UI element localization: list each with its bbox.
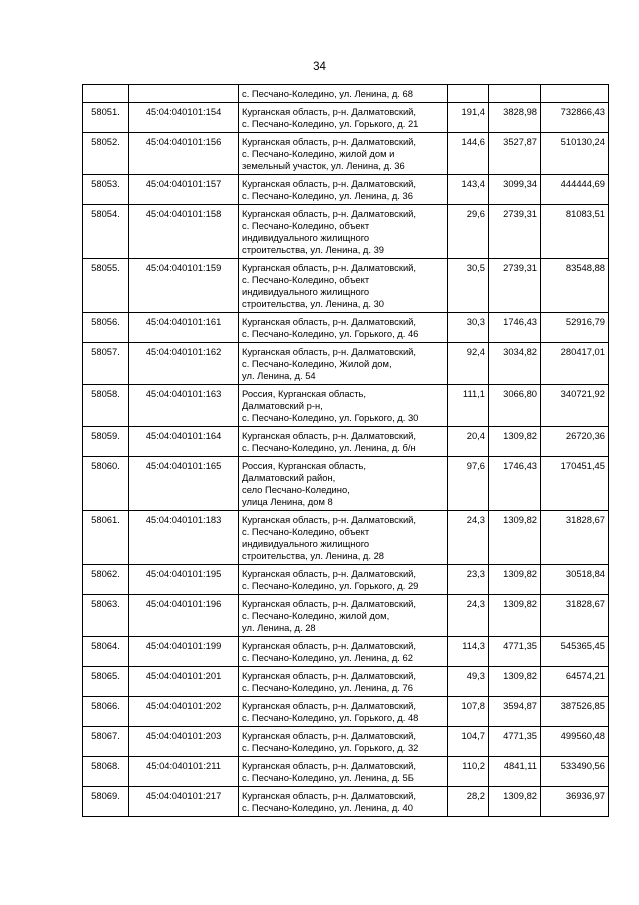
specific-value-cell: 1309,82 — [489, 565, 541, 595]
address-line: Курганская область, р-н. Далматовский, — [242, 640, 417, 651]
address-line: с. Песчано-Коледино, объект — [242, 220, 370, 231]
area-cell: 114,3 — [448, 637, 489, 667]
address-cell — [239, 259, 448, 313]
specific-value-cell: 3594,87 — [489, 697, 541, 727]
table-row — [83, 259, 609, 313]
page-number: 34 — [313, 61, 326, 73]
number-cell — [83, 85, 129, 103]
table-row — [83, 667, 609, 697]
address-line: Далматовский район, — [242, 472, 336, 483]
address-cell — [239, 313, 448, 343]
address-line: Курганская область, р-н. Далматовский, — [242, 316, 417, 327]
table-row — [83, 787, 609, 817]
row-number-cell: 58065. — [83, 667, 129, 697]
address-line: Курганская область, р-н. Далматовский, — [242, 790, 417, 801]
cadastral-number-cell: 45:04:040101:162 — [129, 343, 239, 385]
cadastral-number-cell: 45:04:040101:217 — [129, 787, 239, 817]
specific-value-cell: 3034,82 — [489, 343, 541, 385]
address-line: с. Песчано-Коледино, ул. Ленина, д. 62 — [242, 652, 413, 663]
address-cell — [239, 667, 448, 697]
address-line: Курганская область, р-н. Далматовский, — [242, 346, 417, 357]
address-cell — [239, 427, 448, 457]
cadastral-value-cell: 545365,45 — [541, 637, 609, 667]
row-number-cell: 58051. — [83, 103, 129, 133]
table-row — [83, 697, 609, 727]
table-row-continuation — [83, 85, 609, 103]
area-cell: 191,4 — [448, 103, 489, 133]
cadastral-number-cell: 45:04:040101:203 — [129, 727, 239, 757]
specific-value-cell: 2739,31 — [489, 205, 541, 259]
address-cell — [239, 757, 448, 787]
area-cell: 30,3 — [448, 313, 489, 343]
address-cell — [239, 565, 448, 595]
area-cell: 28,2 — [448, 787, 489, 817]
cadastral-value-cell: 510130,24 — [541, 133, 609, 175]
area-cell: 104,7 — [448, 727, 489, 757]
address-line: с. Песчано-Коледино, объект — [242, 526, 370, 537]
address-line: ул. Ленина, д. 28 — [242, 622, 316, 633]
specific-value-cell: 1746,43 — [489, 313, 541, 343]
specific-value-cell — [489, 85, 541, 103]
address-line: с. Песчано-Коледино, ул. Ленина, д. 76 — [242, 682, 413, 693]
address-line: с. Песчано-Коледино, Жилой дом, — [242, 358, 392, 369]
address-line: ул. Ленина, д. 54 — [242, 370, 316, 381]
cadastral-number-cell: 45:04:040101:165 — [129, 457, 239, 511]
row-number-cell: 58059. — [83, 427, 129, 457]
cadastral-value-cell: 30518,84 — [541, 565, 609, 595]
row-number-cell: 58063. — [83, 595, 129, 637]
table-row — [83, 205, 609, 259]
specific-value-cell: 3828,98 — [489, 103, 541, 133]
table-row — [83, 385, 609, 427]
address-cell — [239, 205, 448, 259]
cadastral-value-cell: 52916,79 — [541, 313, 609, 343]
address-line: с. Песчано-Коледино, ул. Ленина, д. 68 — [242, 88, 413, 99]
row-number-cell: 58062. — [83, 565, 129, 595]
cadastral-value-cell: 64574,21 — [541, 667, 609, 697]
cadastral-value-cell: 36936,97 — [541, 787, 609, 817]
row-number-cell: 58054. — [83, 205, 129, 259]
cadastral-value-cell: 533490,56 — [541, 757, 609, 787]
area-cell: 144,6 — [448, 133, 489, 175]
cadastral-value-cell: 31828,67 — [541, 511, 609, 565]
cadastral-value-cell: 31828,67 — [541, 595, 609, 637]
area-cell: 24,3 — [448, 595, 489, 637]
address-line: с. Песчано-Коледино, объект — [242, 274, 370, 285]
address-line: улица Ленина, дом 8 — [242, 496, 333, 507]
specific-value-cell: 3527,87 — [489, 133, 541, 175]
specific-value-cell: 1309,82 — [489, 787, 541, 817]
address-line: Курганская область, р-н. Далматовский, — [242, 730, 417, 741]
address-line: Далматовский р-н, — [242, 400, 323, 411]
row-number-cell: 58052. — [83, 133, 129, 175]
cadastral-value-cell: 387526,85 — [541, 697, 609, 727]
address-line: индивидуального жилищного — [242, 232, 370, 243]
area-cell: 20,4 — [448, 427, 489, 457]
table-row — [83, 757, 609, 787]
specific-value-cell: 1309,82 — [489, 667, 541, 697]
row-number-cell: 58068. — [83, 757, 129, 787]
cadastral-value-cell: 732866,43 — [541, 103, 609, 133]
row-number-cell: 58055. — [83, 259, 129, 313]
area-cell: 24,3 — [448, 511, 489, 565]
cadastral-number-cell: 45:04:040101:157 — [129, 175, 239, 205]
table-row — [83, 175, 609, 205]
address-line: с. Песчано-Коледино, ул. Горького, д. 21 — [242, 118, 419, 129]
row-number-cell: 58056. — [83, 313, 129, 343]
row-number-cell: 58057. — [83, 343, 129, 385]
area-cell: 107,8 — [448, 697, 489, 727]
address-line: строительства, ул. Ленина, д. 30 — [242, 298, 385, 309]
address-line: с. Песчано-Коледино, ул. Горького, д. 48 — [242, 712, 419, 723]
address-line: Россия, Курганская область, — [242, 388, 367, 399]
cadastral-value-cell: 26720,36 — [541, 427, 609, 457]
address-line: Курганская область, р-н. Далматовский, — [242, 106, 417, 117]
address-line: земельный участок, ул. Ленина, д. 36 — [242, 160, 405, 171]
cadastral-number-cell: 45:04:040101:164 — [129, 427, 239, 457]
cadastral-number-cell: 45:04:040101:161 — [129, 313, 239, 343]
address-cell — [239, 175, 448, 205]
address-line: с. Песчано-Коледино, жилой дом и — [242, 148, 395, 159]
table-row — [83, 637, 609, 667]
specific-value-cell: 3066,80 — [489, 385, 541, 427]
address-cell — [239, 103, 448, 133]
area-cell: 29,6 — [448, 205, 489, 259]
specific-value-cell: 1746,43 — [489, 457, 541, 511]
specific-value-cell: 1309,82 — [489, 595, 541, 637]
cadastral-value-cell — [541, 85, 609, 103]
address-line: Курганская область, р-н. Далматовский, — [242, 568, 417, 579]
specific-value-cell: 4771,35 — [489, 637, 541, 667]
address-line: с. Песчано-Коледино, ул. Ленина, д. 36 — [242, 190, 413, 201]
address-line: с. Песчано-Коледино, ул. Горького, д. 29 — [242, 580, 419, 591]
cadastral-number-cell: 45:04:040101:158 — [129, 205, 239, 259]
address-line: с. Песчано-Коледино, ул. Горького, д. 30 — [242, 412, 419, 423]
specific-value-cell: 4771,35 — [489, 727, 541, 757]
table-row — [83, 511, 609, 565]
address-line: Курганская область, р-н. Далматовский, — [242, 262, 417, 273]
address-cell — [239, 85, 448, 103]
address-line: с. Песчано-Коледино, ул. Ленина, д. 5Б — [242, 772, 414, 783]
address-cell — [239, 637, 448, 667]
table-row — [83, 103, 609, 133]
row-number-cell: 58067. — [83, 727, 129, 757]
row-number-cell: 58069. — [83, 787, 129, 817]
specific-value-cell: 1309,82 — [489, 427, 541, 457]
address-cell — [239, 697, 448, 727]
address-line: строительства, ул. Ленина, д. 39 — [242, 244, 385, 255]
address-line: Курганская область, р-н. Далматовский, — [242, 700, 417, 711]
address-line: индивидуального жилищного — [242, 286, 370, 297]
specific-value-cell: 4841,11 — [489, 757, 541, 787]
cadastral-value-table — [82, 84, 609, 817]
address-line: строительства, ул. Ленина, д. 28 — [242, 550, 385, 561]
table-row — [83, 427, 609, 457]
cadastral-number-cell: 45:04:040101:183 — [129, 511, 239, 565]
address-line: Курганская область, р-н. Далматовский, — [242, 430, 417, 441]
row-number-cell: 58060. — [83, 457, 129, 511]
address-cell — [239, 457, 448, 511]
table-row — [83, 727, 609, 757]
table-row — [83, 343, 609, 385]
address-line: Курганская область, р-н. Далматовский, — [242, 136, 417, 147]
address-line: Курганская область, р-н. Далматовский, — [242, 514, 417, 525]
address-cell — [239, 727, 448, 757]
row-number-cell: 58053. — [83, 175, 129, 205]
table-body — [83, 85, 609, 817]
address-cell — [239, 133, 448, 175]
cadastral-value-cell: 83548,88 — [541, 259, 609, 313]
address-cell — [239, 511, 448, 565]
cadastral-value-cell: 340721,92 — [541, 385, 609, 427]
cadastral-number-cell: 45:04:040101:159 — [129, 259, 239, 313]
cadastral-number-cell: 45:04:040101:199 — [129, 637, 239, 667]
cadastral-number-cell: 45:04:040101:156 — [129, 133, 239, 175]
area-cell: 143,4 — [448, 175, 489, 205]
table-row — [83, 133, 609, 175]
specific-value-cell: 3099,34 — [489, 175, 541, 205]
address-line: с. Песчано-Коледино, ул. Горького, д. 32 — [242, 742, 419, 753]
area-cell: 49,3 — [448, 667, 489, 697]
address-cell — [239, 385, 448, 427]
cadastral-value-cell: 81083,51 — [541, 205, 609, 259]
area-cell: 111,1 — [448, 385, 489, 427]
cadastral-number-cell: 45:04:040101:202 — [129, 697, 239, 727]
row-number-cell: 58064. — [83, 637, 129, 667]
table-row — [83, 457, 609, 511]
specific-value-cell: 1309,82 — [489, 511, 541, 565]
cadastral-value-cell: 444444,69 — [541, 175, 609, 205]
area-cell: 30,5 — [448, 259, 489, 313]
row-number-cell: 58061. — [83, 511, 129, 565]
cadastral-number-cell: 45:04:040101:196 — [129, 595, 239, 637]
address-line: с. Песчано-Коледино, ул. Ленина, д. б/н — [242, 442, 416, 453]
cadastral-number-cell: 45:04:040101:211 — [129, 757, 239, 787]
area-cell — [448, 85, 489, 103]
table-row — [83, 565, 609, 595]
row-number-cell: 58058. — [83, 385, 129, 427]
area-cell: 92,4 — [448, 343, 489, 385]
cadastral-value-cell: 170451,45 — [541, 457, 609, 511]
address-line: село Песчано-Коледино, — [242, 484, 350, 495]
address-line: Курганская область, р-н. Далматовский, — [242, 208, 417, 219]
cadastral-number-cell: 45:04:040101:195 — [129, 565, 239, 595]
table-row — [83, 595, 609, 637]
cadastral-value-cell: 499560,48 — [541, 727, 609, 757]
address-line: с. Песчано-Коледино, ул. Горького, д. 46 — [242, 328, 419, 339]
cadastral-number-cell: 45:04:040101:163 — [129, 385, 239, 427]
row-number-cell: 58066. — [83, 697, 129, 727]
address-cell — [239, 787, 448, 817]
address-line: Курганская область, р-н. Далматовский, — [242, 760, 417, 771]
address-line: индивидуального жилищного — [242, 538, 370, 549]
area-cell: 97,6 — [448, 457, 489, 511]
cadastral-number-cell: 45:04:040101:201 — [129, 667, 239, 697]
address-line: Курганская область, р-н. Далматовский, — [242, 178, 417, 189]
address-line: с. Песчано-Коледино, ул. Ленина, д. 40 — [242, 802, 413, 813]
address-line: с. Песчано-Коледино, жилой дом, — [242, 610, 390, 621]
cadastral-value-cell: 280417,01 — [541, 343, 609, 385]
table-row — [83, 313, 609, 343]
address-cell — [239, 343, 448, 385]
area-cell: 23,3 — [448, 565, 489, 595]
address-line: Россия, Курганская область, — [242, 460, 367, 471]
area-cell: 110,2 — [448, 757, 489, 787]
cadastral-number-cell: 45:04:040101:154 — [129, 103, 239, 133]
address-cell — [239, 595, 448, 637]
cadastral-number-cell — [129, 85, 239, 103]
address-line: Курганская область, р-н. Далматовский, — [242, 598, 417, 609]
address-line: Курганская область, р-н. Далматовский, — [242, 670, 417, 681]
specific-value-cell: 2739,31 — [489, 259, 541, 313]
